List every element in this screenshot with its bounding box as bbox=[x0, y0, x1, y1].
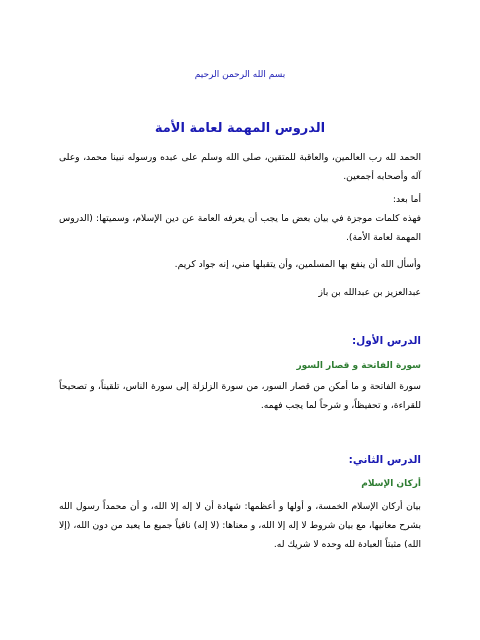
lesson-1-heading: الدرس الأول: bbox=[351, 335, 421, 347]
lesson-2-text: بيان أركان الإسلام الخمسة، و أولها و أعظمها: شهادة أن لا إله إلا الله، و أن محمداً رسول الله بشرح معانيها، مع بيان شروط لا إله إلا الله، و معناها: (لا إله) نافياً جميع ما يعبد من دون الله، (إلا الله) مثبتاً العبادة لله وحده لا شريك له. bbox=[59, 501, 421, 550]
amma-bad-line: أما بعد: bbox=[392, 194, 421, 205]
intro-paragraph: الحمد لله رب العالمين، والعاقبة للمتقين، صلى الله وسلم على عبده ورسوله نبينا محمد، وعلى آله وأصحابه أجمعين. bbox=[59, 152, 421, 182]
purpose-paragraph: فهذه كلمات موجزة في بيان بعض ما يجب أن يعرفه العامة عن دين الإسلام، وسميتها: (الدروس المهمة لعامة الأمة). bbox=[59, 213, 421, 243]
prayer-paragraph: وأسأل الله أن ينفع بها المسلمين، وأن يتقبلها مني، إنه جواد كريم. bbox=[174, 259, 421, 270]
lesson-1-subheading: سورة الفاتحة و قصار السور bbox=[296, 361, 421, 371]
lesson-1-text: سورة الفاتحة و ما أمكن من قصار السور، من سورة الزلزلة إلى سورة الناس، تلقيناً، و تصحيحاً للقراءة، و تحفيظاً، و شرحاً لما يجب فهمه. bbox=[59, 381, 421, 411]
author-name: عبدالعزيز بن عبدالله بن باز bbox=[318, 287, 421, 298]
basmala: بسم الله الرحمن الرحيم bbox=[194, 70, 286, 80]
document-title: الدروس المهمة لعامة الأمة bbox=[154, 121, 326, 136]
lesson-2-heading: الدرس الثاني: bbox=[348, 454, 421, 466]
lesson-2-subheading: أركان الإسلام bbox=[361, 479, 421, 489]
